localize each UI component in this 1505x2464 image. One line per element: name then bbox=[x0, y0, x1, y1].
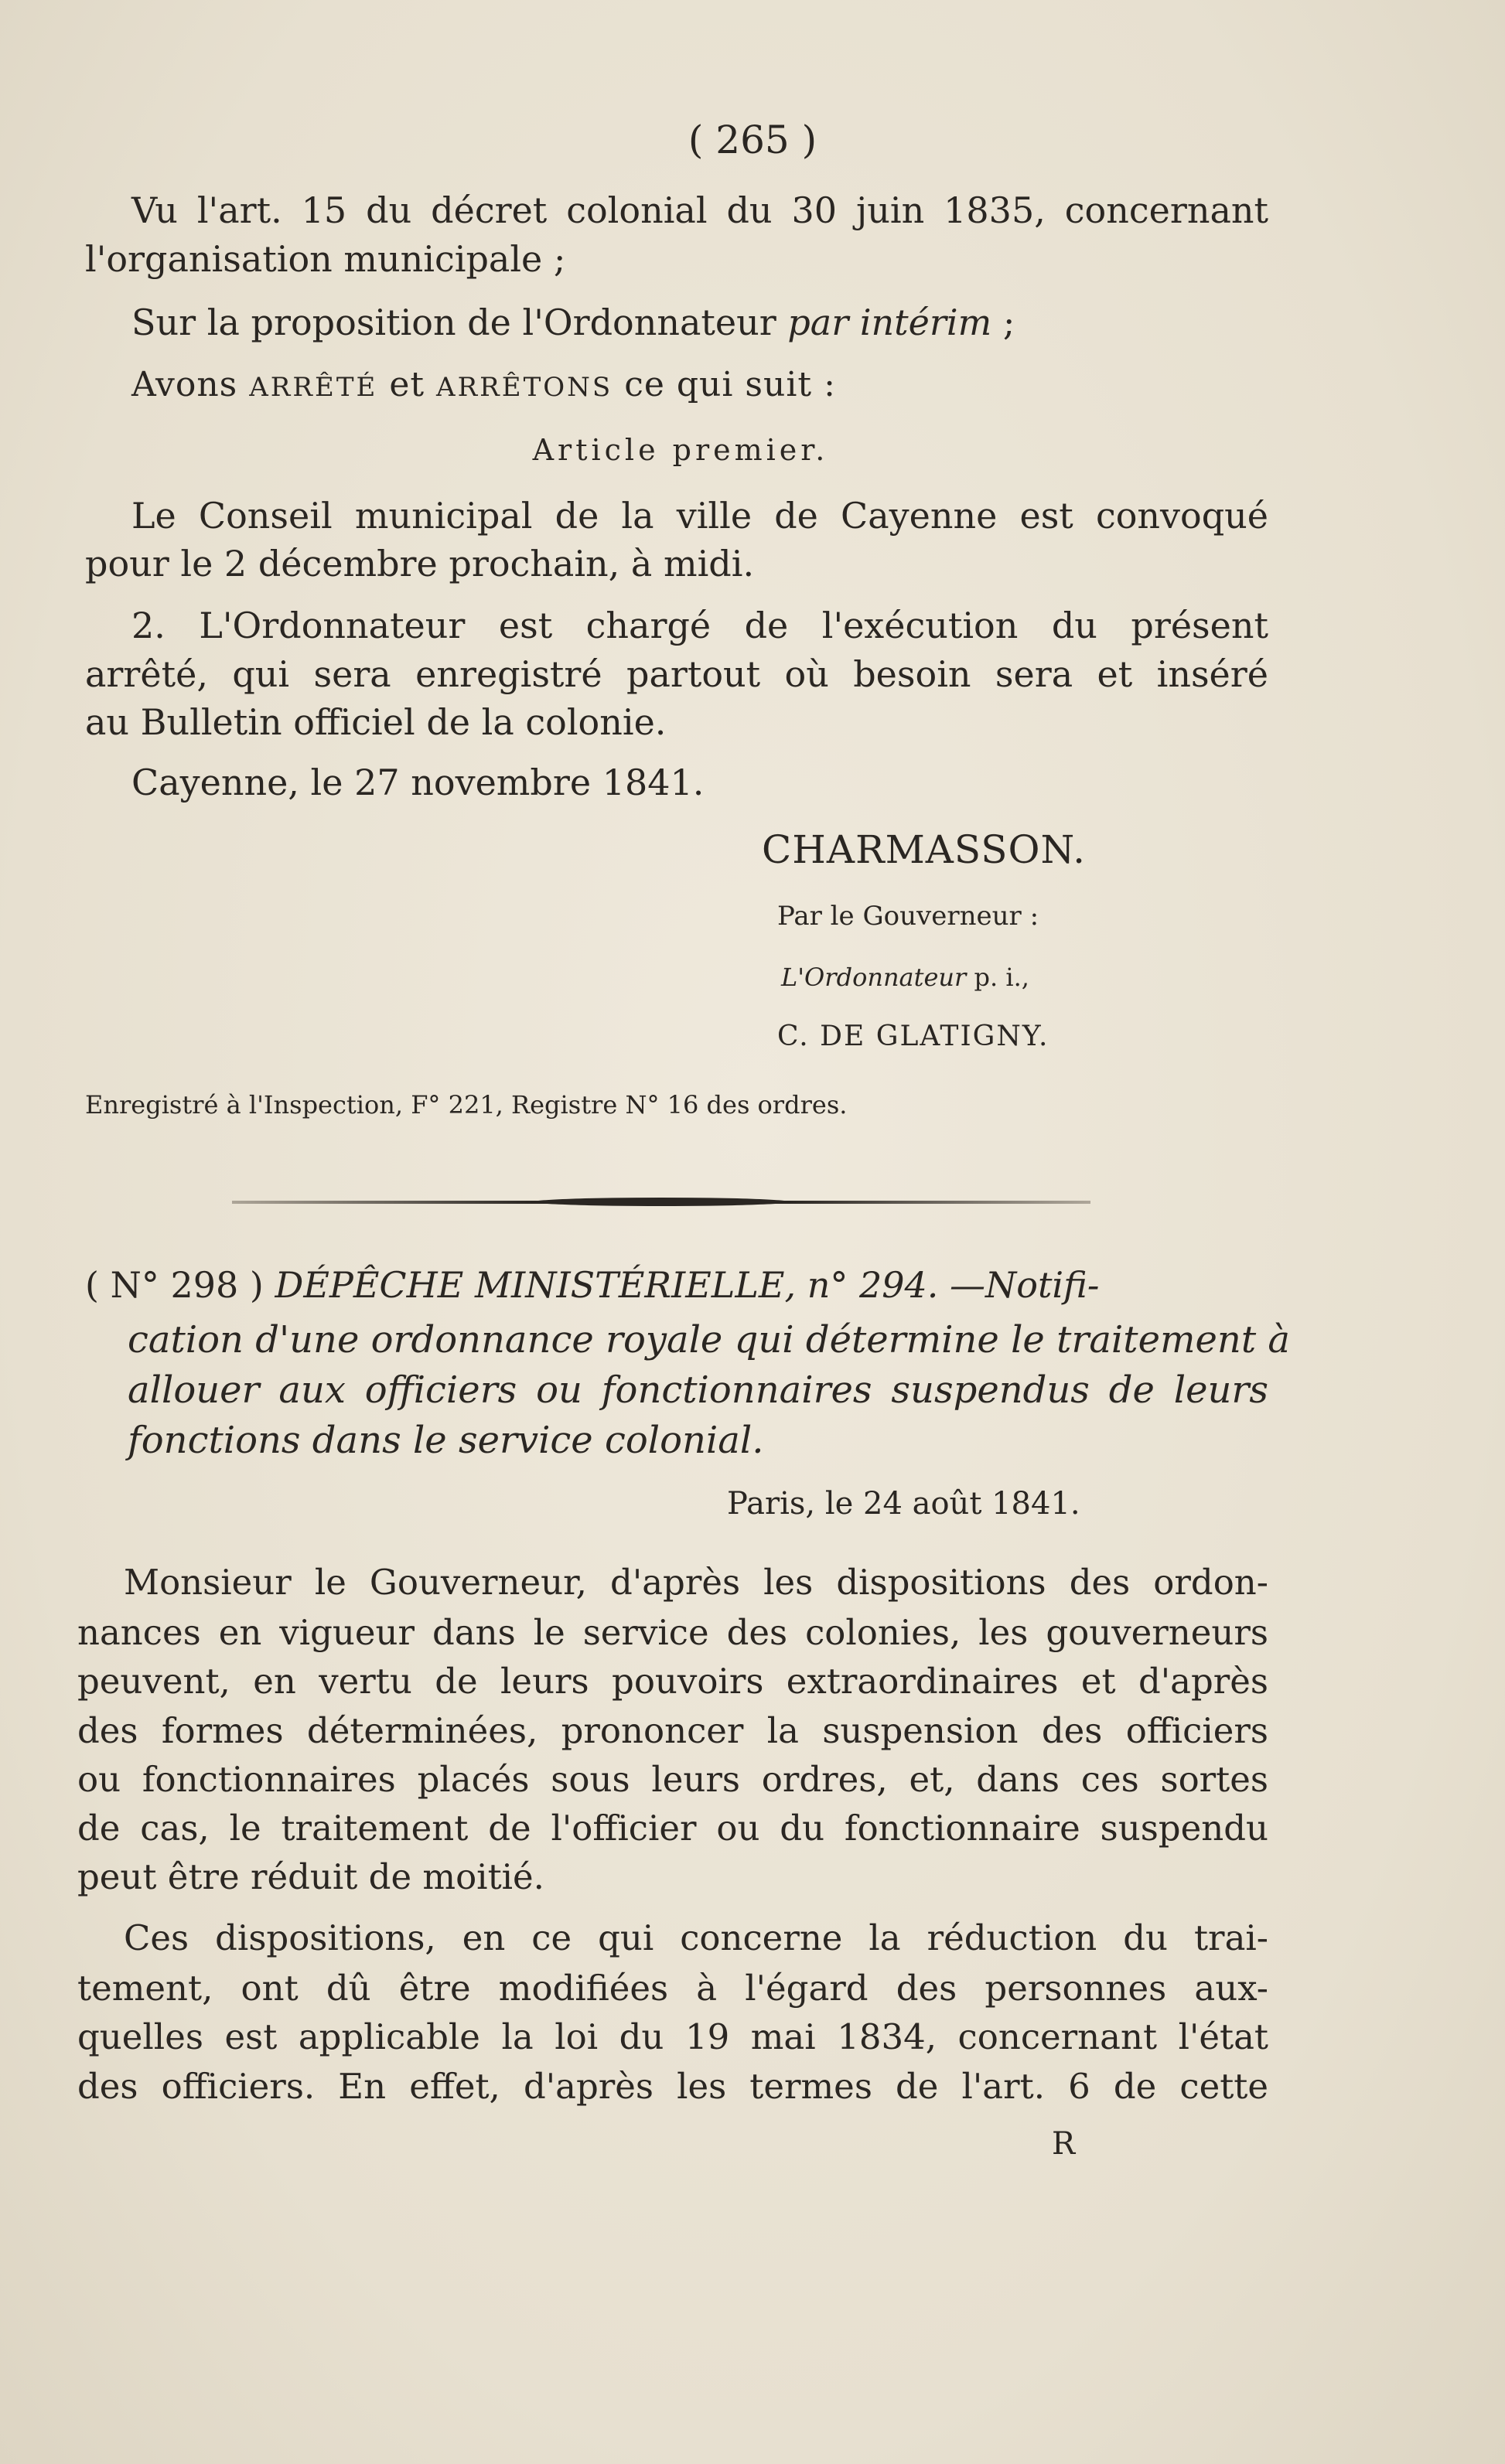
avons-et: et bbox=[377, 365, 437, 404]
par-le-gouverneur: Par le Gouverneur : bbox=[777, 901, 1039, 932]
letter-line-6: de cas, le traitement de l'officier ou du fonctionnaire suspendu bbox=[77, 1808, 1268, 1849]
article-heading: Article premier. bbox=[532, 433, 829, 467]
article1-line-2: pour le 2 décembre prochain, à midi. bbox=[85, 543, 755, 584]
depeche-dateline: Paris, le 24 août 1841. bbox=[727, 1486, 1080, 1522]
depeche-title-line-2: cation d'une ordonnance royale qui détermine le traitement à bbox=[128, 1318, 1290, 1362]
avons-suffix: ce qui suit : bbox=[613, 365, 836, 404]
preamble-text: Sur la proposition de l'Ordonnateur bbox=[131, 302, 788, 343]
avons-prefix: Avons bbox=[131, 365, 250, 404]
preamble-line-2: l'organisation municipale ; bbox=[85, 238, 566, 280]
letter-line-3: peuvent, en vertu de leurs pouvoirs extraordinaires et d'après bbox=[77, 1661, 1268, 1702]
letter-line-7: peut être réduit de moitié. bbox=[77, 1856, 544, 1897]
depeche-title-line-4: fonctions dans le service colonial. bbox=[128, 1419, 764, 1462]
avons-arretons: ARRÊTONS bbox=[436, 372, 613, 403]
article2-line-2: arrêté, qui sera enregistré partout où besoin sera et inséré bbox=[85, 653, 1268, 695]
registration-note: Enregistré à l'Inspection, F° 221, Registre N° 16 des ordres. bbox=[85, 1090, 848, 1120]
letter-line-4: des formes déterminées, prononcer la suspension des officiers bbox=[77, 1710, 1268, 1751]
article2-line-3: au Bulletin officiel de la colonie. bbox=[85, 701, 667, 743]
avons-arrete: ARRÊTÉ bbox=[249, 372, 378, 403]
par-interim: par intérim bbox=[787, 302, 992, 343]
depeche-title-line-3: allouer aux officiers ou fonctionnaires suspendus de leurs bbox=[128, 1368, 1268, 1412]
depeche-title-1: DÉPÊCHE MINISTÉRIELLE, n° 294. —Notifi- bbox=[275, 1264, 1100, 1306]
depeche-number: ( N° 298 ) bbox=[85, 1264, 264, 1306]
letter-line-2: nances en vigueur dans le service des colonies, les gouverneurs bbox=[77, 1612, 1268, 1653]
place-date: Cayenne, le 27 novembre 1841. bbox=[131, 762, 705, 803]
letter-line-11: des officiers. En effet, d'après les termes de l'art. 6 de cette bbox=[77, 2066, 1268, 2107]
letter-line-5: ou fonctionnaires placés sous leurs ordres, et, dans ces sortes bbox=[77, 1759, 1268, 1800]
preamble-line-3 bbox=[131, 302, 1015, 343]
separator-ornament bbox=[534, 1198, 789, 1206]
article1-line-1: Le Conseil municipal de la ville de Cayenne est convoqué bbox=[131, 495, 1268, 537]
avons-line bbox=[131, 365, 836, 404]
page-number: ( 265 ) bbox=[688, 118, 817, 162]
preamble-line-1: Vu l'art. 15 du décret colonial du 30 juin 1835, concernant bbox=[131, 189, 1268, 231]
letter-line-9: tement, ont dû être modifiées à l'égard des personnes aux- bbox=[77, 1968, 1268, 2009]
ordonnateur-suffix: p. i., bbox=[966, 963, 1029, 992]
signature-mark: R bbox=[1052, 2126, 1076, 2162]
letter-line-10: quelles est applicable la loi du 19 mai 1834, concernant l'état bbox=[77, 2016, 1268, 2057]
letter-line-1: Monsieur le Gouverneur, d'après les dispositions des ordon- bbox=[124, 1562, 1268, 1603]
preamble-end: ; bbox=[991, 302, 1015, 343]
ordonnateur-line bbox=[781, 963, 1029, 992]
ordonnateur-label: L'Ordonnateur bbox=[781, 963, 967, 992]
letter-line-8: Ces dispositions, en ce qui concerne la réduction du trai- bbox=[124, 1917, 1268, 1958]
ordonnateur-name: C. DE GLATIGNY. bbox=[777, 1021, 1049, 1052]
depeche-title-line-1 bbox=[85, 1264, 1268, 1306]
article2-line-1: 2. L'Ordonnateur est chargé de l'exécution du présent bbox=[131, 605, 1268, 646]
signature: CHARMASSON. bbox=[762, 827, 1086, 872]
